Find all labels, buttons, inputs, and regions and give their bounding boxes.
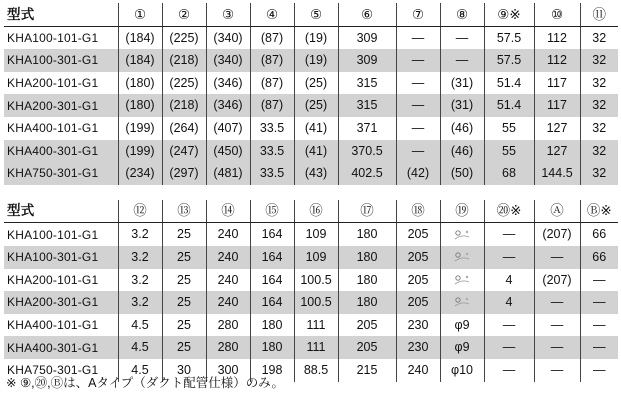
value-cell: — xyxy=(580,359,618,382)
table-row xyxy=(4,117,618,140)
model-cell: KHA400-301-G1 xyxy=(4,336,118,359)
value-cell: — xyxy=(484,246,534,269)
value-cell: 180 xyxy=(338,246,396,269)
value-cell: 100.5 xyxy=(294,269,338,292)
value-cell: 111 xyxy=(294,314,338,337)
value-cell: 25 xyxy=(162,291,206,314)
value-cell: 180 xyxy=(338,223,396,246)
table-row xyxy=(4,72,618,95)
value-cell: 180 xyxy=(338,269,396,292)
value-cell: 240 xyxy=(206,246,250,269)
model-cell: KHA400-301-G1 xyxy=(4,140,118,163)
value-cell: — xyxy=(534,336,580,359)
value-cell: (340) xyxy=(206,49,250,72)
value-cell: 309 xyxy=(338,49,396,72)
value-cell: 3.2 xyxy=(118,291,162,314)
value-cell: (407) xyxy=(206,117,250,140)
value-cell: (41) xyxy=(294,117,338,140)
column-header: Ⓑ※ xyxy=(580,200,618,223)
value-cell: 3.2 xyxy=(118,269,162,292)
column-header: ⑧ xyxy=(440,3,484,26)
value-cell: 32 xyxy=(580,140,618,163)
value-cell: (46) xyxy=(440,117,484,140)
column-header: ⑪ xyxy=(580,3,618,26)
value-cell: 25 xyxy=(162,246,206,269)
value-cell: — xyxy=(534,314,580,337)
value-cell: 205 xyxy=(396,291,440,314)
value-cell: (42) xyxy=(396,162,440,185)
value-cell: 164 xyxy=(250,223,294,246)
value-cell: 402.5 xyxy=(338,162,396,185)
value-cell: 55 xyxy=(484,140,534,163)
column-header: ⑦ xyxy=(396,3,440,26)
model-cell: KHA200-301-G1 xyxy=(4,291,118,314)
value-cell: 100.5 xyxy=(294,291,338,314)
column-header: ⑭ xyxy=(206,200,250,223)
value-cell: 127 xyxy=(534,140,580,163)
value-cell: 33.5 xyxy=(250,162,294,185)
value-cell: 117 xyxy=(534,94,580,117)
value-cell: 112 xyxy=(534,26,580,49)
table-row xyxy=(4,336,618,359)
dimension-tables xyxy=(4,3,618,382)
column-header-model: 型式 xyxy=(4,3,118,26)
value-cell: (481) xyxy=(206,162,250,185)
duct-mark-icon xyxy=(452,295,472,309)
table-row xyxy=(4,140,618,163)
value-cell: — xyxy=(396,26,440,49)
value-cell: 25 xyxy=(162,314,206,337)
value-cell: 32 xyxy=(580,49,618,72)
table-row xyxy=(4,223,618,246)
value-cell xyxy=(440,291,484,314)
value-cell: — xyxy=(534,359,580,382)
table-row xyxy=(4,26,618,49)
value-cell: 68 xyxy=(484,162,534,185)
column-header: ⑤ xyxy=(294,3,338,26)
value-cell: (184) xyxy=(118,49,162,72)
value-cell: 205 xyxy=(396,269,440,292)
value-cell: (19) xyxy=(294,26,338,49)
value-cell: 25 xyxy=(162,269,206,292)
column-header: ② xyxy=(162,3,206,26)
column-header: ⑱ xyxy=(396,200,440,223)
value-cell: 109 xyxy=(294,246,338,269)
value-cell: (184) xyxy=(118,26,162,49)
value-cell: (199) xyxy=(118,140,162,163)
value-cell: 117 xyxy=(534,72,580,95)
value-cell: 180 xyxy=(250,314,294,337)
model-cell: KHA400-101-G1 xyxy=(4,314,118,337)
value-cell: φ9 xyxy=(440,314,484,337)
value-cell: (346) xyxy=(206,94,250,117)
value-cell: (234) xyxy=(118,162,162,185)
column-header: ⑮ xyxy=(250,200,294,223)
column-header: ⑫ xyxy=(118,200,162,223)
value-cell: 240 xyxy=(206,223,250,246)
value-cell: — xyxy=(484,359,534,382)
value-cell: (87) xyxy=(250,94,294,117)
value-cell: 4.5 xyxy=(118,359,162,382)
value-cell: (207) xyxy=(534,223,580,246)
value-cell: (180) xyxy=(118,72,162,95)
value-cell: 315 xyxy=(338,94,396,117)
value-cell: 112 xyxy=(534,49,580,72)
value-cell: 32 xyxy=(580,117,618,140)
value-cell: — xyxy=(484,314,534,337)
value-cell: (25) xyxy=(294,72,338,95)
value-cell: (41) xyxy=(294,140,338,163)
value-cell: 57.5 xyxy=(484,49,534,72)
table-row xyxy=(4,94,618,117)
value-cell: — xyxy=(440,49,484,72)
value-cell: 25 xyxy=(162,223,206,246)
value-cell: 180 xyxy=(250,336,294,359)
value-cell: (87) xyxy=(250,49,294,72)
value-cell: 164 xyxy=(250,246,294,269)
value-cell: φ10 xyxy=(440,359,484,382)
value-cell: 4 xyxy=(484,269,534,292)
value-cell: — xyxy=(396,117,440,140)
value-cell: 109 xyxy=(294,223,338,246)
value-cell: 280 xyxy=(206,314,250,337)
model-cell: KHA200-301-G1 xyxy=(4,94,118,117)
value-cell: (46) xyxy=(440,140,484,163)
value-cell: (340) xyxy=(206,26,250,49)
value-cell: 315 xyxy=(338,72,396,95)
model-cell: KHA100-301-G1 xyxy=(4,246,118,269)
value-cell: (218) xyxy=(162,49,206,72)
column-header: ⑯ xyxy=(294,200,338,223)
model-cell: KHA200-101-G1 xyxy=(4,72,118,95)
table-row xyxy=(4,246,618,269)
value-cell: (87) xyxy=(250,72,294,95)
value-cell xyxy=(440,223,484,246)
value-cell: — xyxy=(580,269,618,292)
value-cell: 33.5 xyxy=(250,117,294,140)
column-header: ⑲ xyxy=(440,200,484,223)
dimension-table-1 xyxy=(4,3,618,185)
value-cell: 66 xyxy=(580,246,618,269)
value-cell: (264) xyxy=(162,117,206,140)
value-cell: 32 xyxy=(580,162,618,185)
value-cell: 57.5 xyxy=(484,26,534,49)
duct-mark-icon xyxy=(452,250,472,264)
value-cell: (346) xyxy=(206,72,250,95)
table-row xyxy=(4,49,618,72)
value-cell: 32 xyxy=(580,26,618,49)
column-header: ⑬ xyxy=(162,200,206,223)
value-cell: 4 xyxy=(484,291,534,314)
value-cell: (31) xyxy=(440,94,484,117)
value-cell: 32 xyxy=(580,94,618,117)
value-cell: (180) xyxy=(118,94,162,117)
column-header: ⑳※ xyxy=(484,200,534,223)
value-cell: (19) xyxy=(294,49,338,72)
column-header: ③ xyxy=(206,3,250,26)
value-cell: (199) xyxy=(118,117,162,140)
value-cell: (31) xyxy=(440,72,484,95)
value-cell: 4.5 xyxy=(118,314,162,337)
value-cell: 55 xyxy=(484,117,534,140)
value-cell: 164 xyxy=(250,291,294,314)
value-cell: — xyxy=(580,314,618,337)
value-cell: 205 xyxy=(396,246,440,269)
column-header-model: 型式 xyxy=(4,200,118,223)
value-cell: — xyxy=(396,49,440,72)
value-cell: 51.4 xyxy=(484,94,534,117)
value-cell: 370.5 xyxy=(338,140,396,163)
value-cell: — xyxy=(534,291,580,314)
value-cell: 371 xyxy=(338,117,396,140)
value-cell: (87) xyxy=(250,26,294,49)
value-cell: (450) xyxy=(206,140,250,163)
value-cell: (50) xyxy=(440,162,484,185)
value-cell: (43) xyxy=(294,162,338,185)
value-cell: — xyxy=(580,336,618,359)
value-cell: (225) xyxy=(162,26,206,49)
column-header: ⑨※ xyxy=(484,3,534,26)
value-cell xyxy=(440,269,484,292)
duct-mark-icon xyxy=(452,228,472,242)
value-cell: — xyxy=(484,336,534,359)
value-cell: 30 xyxy=(162,359,206,382)
value-cell: 3.2 xyxy=(118,246,162,269)
model-cell: KHA100-101-G1 xyxy=(4,26,118,49)
value-cell: 180 xyxy=(338,291,396,314)
value-cell: (207) xyxy=(534,269,580,292)
value-cell: 205 xyxy=(396,223,440,246)
value-cell: 32 xyxy=(580,72,618,95)
model-cell: KHA100-101-G1 xyxy=(4,223,118,246)
value-cell: 51.4 xyxy=(484,72,534,95)
value-cell: (297) xyxy=(162,162,206,185)
model-cell: KHA100-301-G1 xyxy=(4,49,118,72)
model-cell: KHA750-301-G1 xyxy=(4,162,118,185)
value-cell: — xyxy=(580,291,618,314)
value-cell: — xyxy=(396,140,440,163)
value-cell: (225) xyxy=(162,72,206,95)
value-cell: φ9 xyxy=(440,336,484,359)
value-cell: 230 xyxy=(396,336,440,359)
table-row xyxy=(4,269,618,292)
value-cell: 280 xyxy=(206,336,250,359)
model-cell: KHA200-101-G1 xyxy=(4,269,118,292)
value-cell: 309 xyxy=(338,26,396,49)
value-cell: 88.5 xyxy=(294,359,338,382)
value-cell: — xyxy=(484,223,534,246)
header-row xyxy=(4,200,618,223)
value-cell: 198 xyxy=(250,359,294,382)
column-header: Ⓐ xyxy=(534,200,580,223)
value-cell xyxy=(440,246,484,269)
value-cell: 111 xyxy=(294,336,338,359)
column-header: ⑥ xyxy=(338,3,396,26)
model-cell: KHA400-101-G1 xyxy=(4,117,118,140)
value-cell: (218) xyxy=(162,94,206,117)
column-header: ① xyxy=(118,3,162,26)
table-row xyxy=(4,162,618,185)
value-cell: 240 xyxy=(206,269,250,292)
table-row xyxy=(4,314,618,337)
dimension-table-2 xyxy=(4,200,618,382)
value-cell: 66 xyxy=(580,223,618,246)
value-cell: 205 xyxy=(338,314,396,337)
value-cell: — xyxy=(396,72,440,95)
value-cell: 300 xyxy=(206,359,250,382)
value-cell: — xyxy=(396,94,440,117)
value-cell: 144.5 xyxy=(534,162,580,185)
value-cell: 230 xyxy=(396,314,440,337)
column-header: ⑰ xyxy=(338,200,396,223)
value-cell: 3.2 xyxy=(118,223,162,246)
value-cell: 33.5 xyxy=(250,140,294,163)
value-cell: 240 xyxy=(396,359,440,382)
model-cell: KHA750-301-G1 xyxy=(4,359,118,382)
value-cell: 164 xyxy=(250,269,294,292)
value-cell: 205 xyxy=(338,336,396,359)
value-cell: — xyxy=(440,26,484,49)
value-cell: (25) xyxy=(294,94,338,117)
table-row xyxy=(4,291,618,314)
value-cell: (247) xyxy=(162,140,206,163)
value-cell: 127 xyxy=(534,117,580,140)
value-cell: 4.5 xyxy=(118,336,162,359)
value-cell: 215 xyxy=(338,359,396,382)
column-header: ⑩ xyxy=(534,3,580,26)
header-row xyxy=(4,3,618,26)
value-cell: 25 xyxy=(162,336,206,359)
duct-mark-icon xyxy=(452,273,472,287)
column-header: ④ xyxy=(250,3,294,26)
value-cell: — xyxy=(534,246,580,269)
value-cell: 240 xyxy=(206,291,250,314)
footnote: ※ ⑨,⑳,Ⓑは、Aタイプ（ダクト配管仕様）のみ。 xyxy=(6,376,285,390)
